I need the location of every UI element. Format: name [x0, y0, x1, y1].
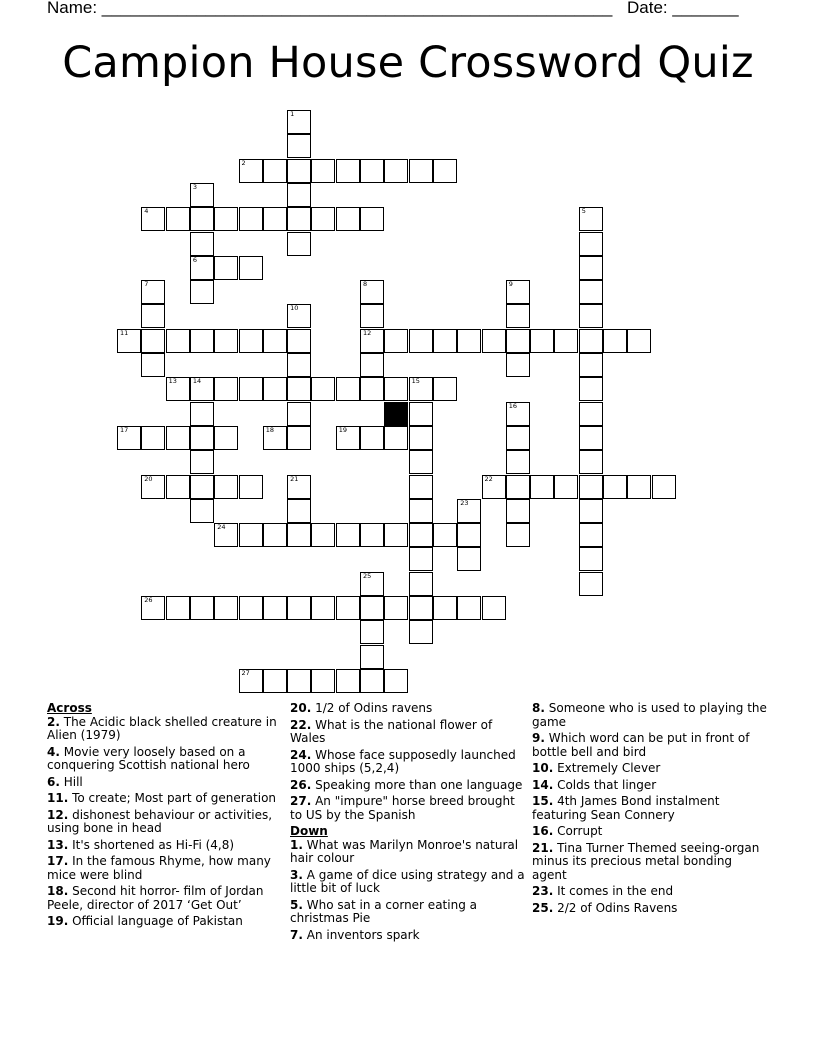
cell-number: 14	[192, 377, 202, 386]
grid-cell[interactable]	[554, 329, 578, 353]
grid-cell[interactable]	[409, 475, 433, 499]
clue-text: What is the national flower of Wales	[290, 717, 493, 745]
clue-number: 5.	[290, 897, 303, 912]
grid-cell[interactable]	[214, 426, 238, 450]
grid-cell[interactable]	[141, 596, 165, 620]
clue-text: Movie very loosely based on a conquering Scottish national hero	[47, 744, 250, 772]
cell-number: 7	[144, 280, 149, 289]
grid-cell[interactable]	[360, 280, 384, 304]
grid-cell[interactable]	[409, 377, 433, 401]
clue-number: 22.	[290, 717, 312, 732]
down-clue-list-2	[532, 702, 768, 915]
cell-number: 2	[241, 158, 246, 167]
grid-cell[interactable]	[336, 377, 360, 401]
clue-number: 7.	[290, 927, 303, 942]
grid-cell[interactable]	[190, 475, 214, 499]
grid-cell[interactable]	[409, 572, 433, 596]
date-field-label: Date: _______	[627, 0, 739, 17]
grid-cell[interactable]	[579, 280, 603, 304]
grid-cell[interactable]	[506, 353, 530, 377]
grid-cell[interactable]	[141, 353, 165, 377]
clue-text: 1/2 of Odins ravens	[311, 701, 433, 715]
grid-cell[interactable]	[579, 256, 603, 280]
clue-number: 11.	[47, 791, 69, 805]
clue-item	[47, 915, 283, 929]
grid-cell[interactable]	[141, 207, 165, 231]
grid-cell[interactable]	[287, 134, 311, 158]
grid-cell[interactable]	[433, 596, 457, 620]
grid-cell[interactable]	[141, 426, 165, 450]
grid-cell[interactable]	[166, 426, 190, 450]
cell-number: 18	[265, 425, 275, 434]
grid-cell[interactable]	[384, 159, 408, 183]
grid-cell[interactable]	[263, 207, 287, 231]
clue-text: Tina Turner Themed seeing-organ minus its precious metal bonding agent	[532, 840, 760, 882]
clue-text: Someone who is used to playing the game	[532, 701, 767, 729]
grid-cell[interactable]	[627, 475, 651, 499]
clue-number: 25.	[532, 900, 554, 915]
down-heading: Down	[290, 824, 328, 838]
grid-cell[interactable]	[384, 426, 408, 450]
grid-cell[interactable]	[263, 426, 287, 450]
clue-item	[532, 779, 768, 793]
cell-number: 19	[338, 425, 347, 434]
clue-text: Extremely Clever	[553, 761, 661, 775]
grid-cell[interactable]	[579, 304, 603, 328]
grid-cell[interactable]	[311, 523, 335, 547]
grid-cell[interactable]	[384, 669, 408, 693]
clue-text: Second hit horror- film of Jordan Peele, director of 2017 ‘Get Out’	[47, 884, 264, 912]
grid-cell[interactable]	[263, 523, 287, 547]
grid-cell[interactable]	[336, 207, 360, 231]
grid-cell[interactable]	[433, 159, 457, 183]
grid-cell[interactable]	[482, 329, 506, 353]
clue-text: 4th James Bond instalment featuring Sean Connery	[532, 794, 720, 822]
clue-text: Whose face supposedly launched 1000 ships (5,2,4)	[290, 747, 516, 775]
grid-cell[interactable]	[579, 353, 603, 377]
grid-cell[interactable]	[384, 377, 408, 401]
clue-item	[532, 762, 768, 776]
clue-number: 3.	[290, 867, 303, 882]
grid-cell[interactable]	[384, 596, 408, 620]
grid-cell[interactable]	[287, 523, 311, 547]
clue-text: Which word can be put in front of bottle bell and bird	[532, 731, 750, 759]
grid-cell[interactable]	[579, 450, 603, 474]
cell-number: 9	[508, 280, 513, 289]
cell-number: 27	[241, 668, 250, 677]
clue-text: Corrupt	[553, 824, 603, 838]
grid-cell[interactable]	[506, 475, 530, 499]
grid-cell[interactable]	[336, 159, 360, 183]
cell-number: 15	[411, 377, 420, 386]
grid-cell[interactable]	[506, 402, 530, 426]
grid-cell[interactable]	[239, 329, 263, 353]
grid-cell[interactable]	[287, 110, 311, 134]
grid-cell[interactable]	[166, 377, 190, 401]
clue-item	[290, 749, 526, 776]
across-clue-list-2	[290, 702, 526, 822]
grid-cell[interactable]	[579, 572, 603, 596]
grid-cell[interactable]	[360, 353, 384, 377]
clue-number: 17.	[47, 854, 69, 868]
grid-cell[interactable]	[214, 475, 238, 499]
across-heading: Across	[47, 701, 92, 715]
grid-cell[interactable]	[530, 475, 554, 499]
grid-cell[interactable]	[239, 207, 263, 231]
clue-text: In the famous Rhyme, how many mice were blind	[47, 854, 271, 882]
clue-item	[290, 839, 526, 866]
grid-cell[interactable]	[506, 523, 530, 547]
cell-number: 13	[168, 377, 177, 386]
clue-number: 24.	[290, 747, 312, 762]
grid-cell[interactable]	[214, 377, 238, 401]
grid-cell[interactable]	[287, 304, 311, 328]
grid-cell[interactable]	[311, 207, 335, 231]
cell-number: 20	[144, 474, 153, 483]
cell-number: 17	[120, 425, 129, 434]
clue-text: It comes in the end	[553, 884, 674, 898]
grid-cell[interactable]	[433, 523, 457, 547]
clue-item	[47, 809, 283, 836]
grid-cell[interactable]	[360, 329, 384, 353]
across-clue-list-1	[47, 716, 283, 929]
down-clue-list-1	[290, 839, 526, 943]
grid-cell[interactable]	[190, 450, 214, 474]
grid-cell[interactable]	[433, 377, 457, 401]
grid-cell[interactable]	[457, 523, 481, 547]
grid-cell[interactable]	[579, 377, 603, 401]
grid-cell[interactable]	[360, 207, 384, 231]
grid-cell[interactable]	[506, 499, 530, 523]
grid-cell[interactable]	[336, 523, 360, 547]
grid-cell[interactable]	[190, 402, 214, 426]
grid-cell[interactable]	[190, 377, 214, 401]
clue-number: 27.	[290, 794, 312, 808]
clue-item	[47, 885, 283, 912]
grid-cell[interactable]	[433, 329, 457, 353]
clue-number: 1.	[290, 837, 303, 852]
cell-number: 3	[192, 182, 198, 191]
grid-cell[interactable]	[579, 547, 603, 571]
clue-item	[532, 732, 768, 759]
grid-cell[interactable]	[166, 475, 190, 499]
clue-item	[290, 702, 526, 716]
grid-cell[interactable]	[409, 402, 433, 426]
grid-cell[interactable]	[214, 523, 238, 547]
clue-item	[290, 719, 526, 746]
cell-number: 12	[363, 328, 372, 337]
cell-number: 1	[290, 110, 295, 118]
grid-cell[interactable]	[579, 523, 603, 547]
grid-cell[interactable]	[311, 377, 335, 401]
grid-cell[interactable]	[384, 329, 408, 353]
grid-cell[interactable]	[627, 329, 651, 353]
grid-cell[interactable]	[287, 499, 311, 523]
grid-cell[interactable]	[603, 329, 627, 353]
grid-cell[interactable]	[311, 596, 335, 620]
clue-number: 13.	[47, 837, 69, 852]
grid-cell[interactable]	[190, 207, 214, 231]
clue-text: Speaking more than one language	[311, 777, 523, 792]
grid-cell[interactable]	[166, 329, 190, 353]
grid-cell[interactable]	[530, 329, 554, 353]
grid-cell[interactable]	[263, 329, 287, 353]
grid-cell[interactable]	[287, 353, 311, 377]
grid-cell[interactable]	[287, 596, 311, 620]
grid-cell[interactable]	[409, 596, 433, 620]
grid-cell[interactable]	[141, 329, 165, 353]
grid-cell[interactable]	[287, 475, 311, 499]
clue-item	[532, 902, 768, 916]
grid-cell[interactable]	[287, 232, 311, 256]
clue-number: 26.	[290, 777, 312, 792]
clues-column-3	[532, 702, 768, 918]
grid-cell[interactable]	[409, 523, 433, 547]
grid-cell[interactable]	[190, 183, 214, 207]
clue-text: Hill	[59, 774, 83, 789]
grid-cell[interactable]	[287, 207, 311, 231]
clue-item	[290, 795, 526, 822]
grid-cell[interactable]	[336, 596, 360, 620]
cell-number: 25	[363, 571, 372, 580]
clue-item	[532, 885, 768, 899]
clue-text: To create; Most part of generation	[68, 791, 277, 805]
clue-number: 9.	[532, 731, 545, 745]
grid-cell[interactable]	[214, 256, 238, 280]
clue-item	[532, 842, 768, 883]
cell-number: 24	[217, 523, 226, 532]
grid-cell[interactable]	[579, 329, 603, 353]
grid-cell[interactable]	[360, 523, 384, 547]
grid-black-cell	[384, 402, 408, 426]
grid-cell[interactable]	[287, 669, 311, 693]
grid-cell[interactable]	[652, 475, 676, 499]
clue-text: Colds that linger	[553, 777, 657, 792]
grid-cell[interactable]	[239, 159, 263, 183]
grid-cell[interactable]	[579, 426, 603, 450]
clue-item	[47, 776, 283, 790]
grid-cell[interactable]	[263, 377, 287, 401]
clue-number: 20.	[290, 701, 312, 715]
clue-item	[290, 779, 526, 793]
clue-number: 4.	[47, 744, 60, 759]
clues-column-2	[290, 702, 526, 945]
grid-cell[interactable]	[190, 232, 214, 256]
grid-cell[interactable]	[287, 377, 311, 401]
clue-item	[290, 929, 526, 943]
clue-number: 23.	[532, 884, 554, 898]
grid-cell[interactable]	[263, 669, 287, 693]
clue-item	[47, 839, 283, 853]
grid-cell[interactable]	[579, 499, 603, 523]
clue-number: 2.	[47, 714, 60, 729]
grid-cell[interactable]	[457, 329, 481, 353]
grid-cell[interactable]	[190, 426, 214, 450]
grid-cell[interactable]	[117, 426, 141, 450]
grid-cell[interactable]	[287, 159, 311, 183]
grid-cell[interactable]	[554, 475, 578, 499]
cell-number: 6	[192, 255, 198, 264]
clue-text: Official language of Pakistan	[68, 914, 243, 928]
clue-text: It's shortened as Hi-Fi (4,8)	[68, 837, 235, 852]
clue-item	[532, 795, 768, 822]
clue-text: 2/2 of Odins Ravens	[553, 900, 678, 915]
grid-cell[interactable]	[360, 377, 384, 401]
grid-cell[interactable]	[311, 669, 335, 693]
grid-cell[interactable]	[166, 207, 190, 231]
grid-cell[interactable]	[190, 329, 214, 353]
clue-number: 14.	[532, 777, 554, 792]
clue-item	[290, 869, 526, 896]
clue-item	[47, 716, 283, 743]
grid-cell[interactable]	[239, 377, 263, 401]
grid-cell[interactable]	[287, 183, 311, 207]
grid-cell[interactable]	[141, 280, 165, 304]
clue-number: 6.	[47, 774, 60, 789]
clue-number: 18.	[47, 884, 69, 898]
grid-cell[interactable]	[579, 207, 603, 231]
grid-cell[interactable]	[239, 669, 263, 693]
clue-text: An "impure" horse breed brought to US by the Spanish	[290, 794, 515, 822]
clue-text: The Acidic black shelled creature in Alien (1979)	[47, 714, 277, 742]
clue-number: 15.	[532, 794, 554, 808]
clue-text: An inventors spark	[302, 927, 420, 942]
clue-number: 12.	[47, 807, 69, 822]
grid-cell[interactable]	[409, 450, 433, 474]
grid-cell[interactable]	[239, 256, 263, 280]
grid-cell[interactable]	[190, 499, 214, 523]
cell-number: 4	[144, 207, 149, 216]
grid-cell[interactable]	[141, 304, 165, 328]
grid-cell[interactable]	[506, 426, 530, 450]
grid-cell[interactable]	[457, 547, 481, 571]
grid-cell[interactable]	[482, 475, 506, 499]
grid-cell[interactable]	[336, 669, 360, 693]
grid-cell[interactable]	[360, 669, 384, 693]
cell-number: 8	[363, 280, 368, 289]
grid-cell[interactable]	[190, 256, 214, 280]
grid-cell[interactable]	[287, 402, 311, 426]
grid-cell[interactable]	[214, 329, 238, 353]
grid-cell[interactable]	[166, 596, 190, 620]
clue-item	[47, 792, 283, 806]
grid-cell[interactable]	[506, 329, 530, 353]
grid-cell[interactable]	[263, 159, 287, 183]
grid-cell[interactable]	[239, 523, 263, 547]
clue-number: 16.	[532, 824, 554, 838]
grid-cell[interactable]	[239, 596, 263, 620]
cell-number: 26	[144, 596, 153, 604]
grid-cell[interactable]	[506, 450, 530, 474]
grid-cell[interactable]	[457, 499, 481, 523]
grid-cell[interactable]	[287, 329, 311, 353]
clue-item	[532, 702, 768, 729]
clue-text: What was Marilyn Monroe's natural hair colour	[290, 837, 519, 865]
grid-cell[interactable]	[287, 426, 311, 450]
clue-item	[290, 899, 526, 926]
grid-cell[interactable]	[117, 329, 141, 353]
grid-cell[interactable]	[360, 159, 384, 183]
grid-cell[interactable]	[409, 499, 433, 523]
grid-cell[interactable]	[579, 475, 603, 499]
grid-cell[interactable]	[506, 304, 530, 328]
cell-number: 11	[120, 328, 129, 337]
grid-cell[interactable]	[239, 475, 263, 499]
clue-item	[532, 825, 768, 839]
cell-number: 22	[484, 474, 493, 483]
cell-number: 21	[290, 474, 299, 483]
grid-cell[interactable]	[360, 596, 384, 620]
grid-cell[interactable]	[214, 596, 238, 620]
clue-text: dishonest behaviour or activities, using bone in head	[47, 807, 273, 835]
grid-cell[interactable]	[409, 426, 433, 450]
grid-cell[interactable]	[311, 159, 335, 183]
grid-cell[interactable]	[384, 523, 408, 547]
clues-column-1	[47, 702, 283, 932]
grid-cell[interactable]	[579, 402, 603, 426]
grid-cell[interactable]	[506, 280, 530, 304]
grid-cell[interactable]	[360, 620, 384, 644]
grid-cell[interactable]	[360, 572, 384, 596]
clue-number: 21.	[532, 840, 554, 855]
grid-cell[interactable]	[360, 645, 384, 669]
grid-cell[interactable]	[263, 596, 287, 620]
clue-number: 10.	[532, 761, 554, 775]
cell-number: 5	[581, 207, 586, 216]
grid-cell[interactable]	[190, 280, 214, 304]
cell-number: 10	[290, 304, 299, 313]
page-title: Campion House Crossword Quiz	[62, 38, 754, 88]
clue-item	[47, 855, 283, 882]
cell-number: 16	[508, 401, 518, 410]
clue-text: Who sat in a corner eating a christmas Pie	[290, 897, 477, 925]
clue-number: 19.	[47, 914, 69, 928]
grid-cell[interactable]	[409, 329, 433, 353]
name-field-label: Name: ______________________________________________________	[47, 0, 613, 17]
grid-cell[interactable]	[336, 426, 360, 450]
grid-cell[interactable]	[409, 159, 433, 183]
grid-cell[interactable]	[457, 596, 481, 620]
grid-cell[interactable]	[603, 475, 627, 499]
grid-cell[interactable]	[409, 620, 433, 644]
clue-text: A game of dice using strategy and a little bit of luck	[290, 867, 525, 895]
grid-cell[interactable]	[360, 304, 384, 328]
grid-cell[interactable]	[482, 596, 506, 620]
grid-cell[interactable]	[360, 426, 384, 450]
grid-cell[interactable]	[579, 232, 603, 256]
cell-number: 23	[460, 498, 469, 507]
clue-number: 8.	[532, 701, 545, 715]
grid-cell[interactable]	[190, 596, 214, 620]
grid-cell[interactable]	[409, 547, 433, 571]
grid-cell[interactable]	[141, 475, 165, 499]
grid-cell[interactable]	[214, 207, 238, 231]
clue-item	[47, 746, 283, 773]
